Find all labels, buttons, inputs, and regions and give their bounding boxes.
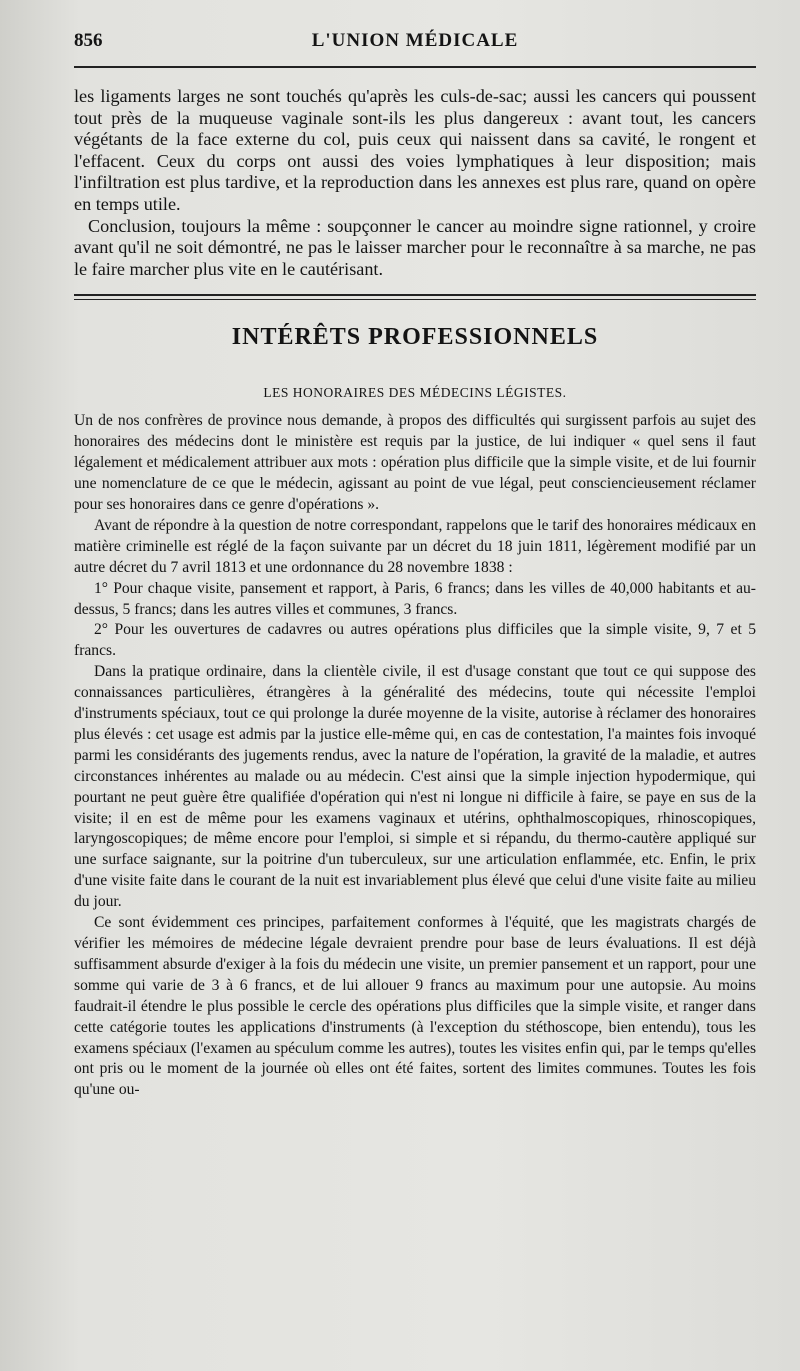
section-divider: [74, 294, 756, 300]
paragraph: 2° Pour les ouvertures de cadavres ou autres opérations plus difficiles que la simple visite, 9, 7 et 5 francs.: [74, 621, 756, 660]
running-header: [74, 30, 756, 64]
header-rule: [74, 66, 756, 68]
article-body: [74, 411, 756, 1101]
section-title: INTÉRÊTS PROFESSIONNELS: [231, 324, 599, 351]
paragraph: les ligaments larges ne sont touchés qu'après les culs-de-sac; aussi les cancers qui poussent tout près de la muqueuse vaginale sont-ils les plus dangereux : avant tout, les cancers végétants de la face externe du col, puis ceux qui naissent dans sa cavité, le rongent et l'effacent. Ceux du corps ont aussi des voies lymphatiques à leur disposition; mais l'infiltration est plus tardive, et la reproduction dans les annexes est plus rare, quand on opère en temps utile.: [74, 86, 756, 214]
article-title: LES HONORAIRES DES MÉDECINS LÉGISTES.: [263, 385, 567, 401]
paragraph: 1° Pour chaque visite, pansement et rapport, à Paris, 6 francs; dans les villes de 40,000 habitants et au-dessus, 5 francs; dans les autres villes et communes, 3 francs.: [74, 579, 756, 618]
paragraph: Conclusion, toujours la même : soupçonner le cancer au moindre signe rationnel, y croire avant qu'il ne soit démontré, ne pas le laisser marcher pour le reconnaître à sa marche, ne pas le faire marcher plus vite en le cautérisant.: [74, 215, 756, 279]
paragraph: Un de nos confrères de province nous demande, à propos des difficultés qui surgissent parfois au sujet des honoraires des médecins dont le ministère est requis par la justice, de lui indiquer « quel sens il faut légalement et médicalement attribuer aux mots : opération plus difficile que la simple visite, et de lui fournir une nomenclature de ce que le médecin, agissant au point de vue légal, peut consciencieusement réclamer pour ses honoraires dans ce genre d'opérations ».: [74, 412, 756, 513]
paragraph: Dans la pratique ordinaire, dans la clientèle civile, il est d'usage constant que tout ce qui suppose des connaissances particulières, étrangères à la généralité des médecins, toute qui nécessite l'emploi d'instruments spéciaux, tout ce qui prolonge la durée moyenne de la visite, autorise à réclamer des honoraires plus élevés : cet usage est admis par la justice elle-même qui, en cas de contestation, l'a maintes fois invoqué parmi les considérants des jugements rendus, avec la nature de l'opération, la gravité de la maladie, et autres circonstances inhérentes au malade ou au médecin. C'est ainsi que la simple injection hypodermique, qui pourtant ne peut guère être qualifiée d'opération qui n'est ni longue ni difficile à faire, se paye en sus de la visite; il en est de même pour les examens vaginaux et utérins, ophthalmoscopiques, rhinoscopiques, laryngoscopiques; de même encore pour l'emploi, si simple et si répandu, du thermo-cautère appliqué sur une surface saignante, sur la poitrine d'un tuberculeux, sur une articulation enflammée, etc. Enfin, le prix d'une visite faite dans le courant de la nuit est invariablement plus élevé que celui d'une visite faite au milieu du jour.: [74, 663, 756, 911]
paragraph: Avant de répondre à la question de notre correspondant, rappelons que le tarif des honoraires médicaux en matière criminelle est réglé de la façon suivante par un décret du 18 juin 1811, légèrement modifié par un autre décret du 7 avril 1813 et une ordonnance du 28 novembre 1838 :: [74, 516, 756, 576]
paragraph: Ce sont évidemment ces principes, parfaitement conformes à l'équité, que les magistrats chargés de vérifier les mémoires de médecine légale devraient prendre pour base de leurs évaluations. Il est déjà suffisamment absurde d'exiger à la fois du médecin une visite, un premier pansement et un rapport, pour une somme qui varie de 3 à 6 francs, et de lui allouer 9 francs au maximum pour une autopsie. Au moins faudrait-il étendre le plus possible le cercle des opérations plus difficiles que la simple visite, et ranger dans cette catégorie toutes les applications d'instruments (à l'exception du stéthoscope, bien entendu), tous les examens spéciaux (l'examen au spéculum comme les autres), toutes les visites enfin qui, par le temps qu'elles ont pris ou le moment de la journée où elles ont été faites, sortent des limites communes. Toutes les fois qu'une ou-: [74, 914, 757, 1099]
journal-title: L'UNION MÉDICALE: [311, 30, 519, 51]
previous-article: [74, 86, 756, 280]
page-number: 856: [74, 30, 103, 51]
